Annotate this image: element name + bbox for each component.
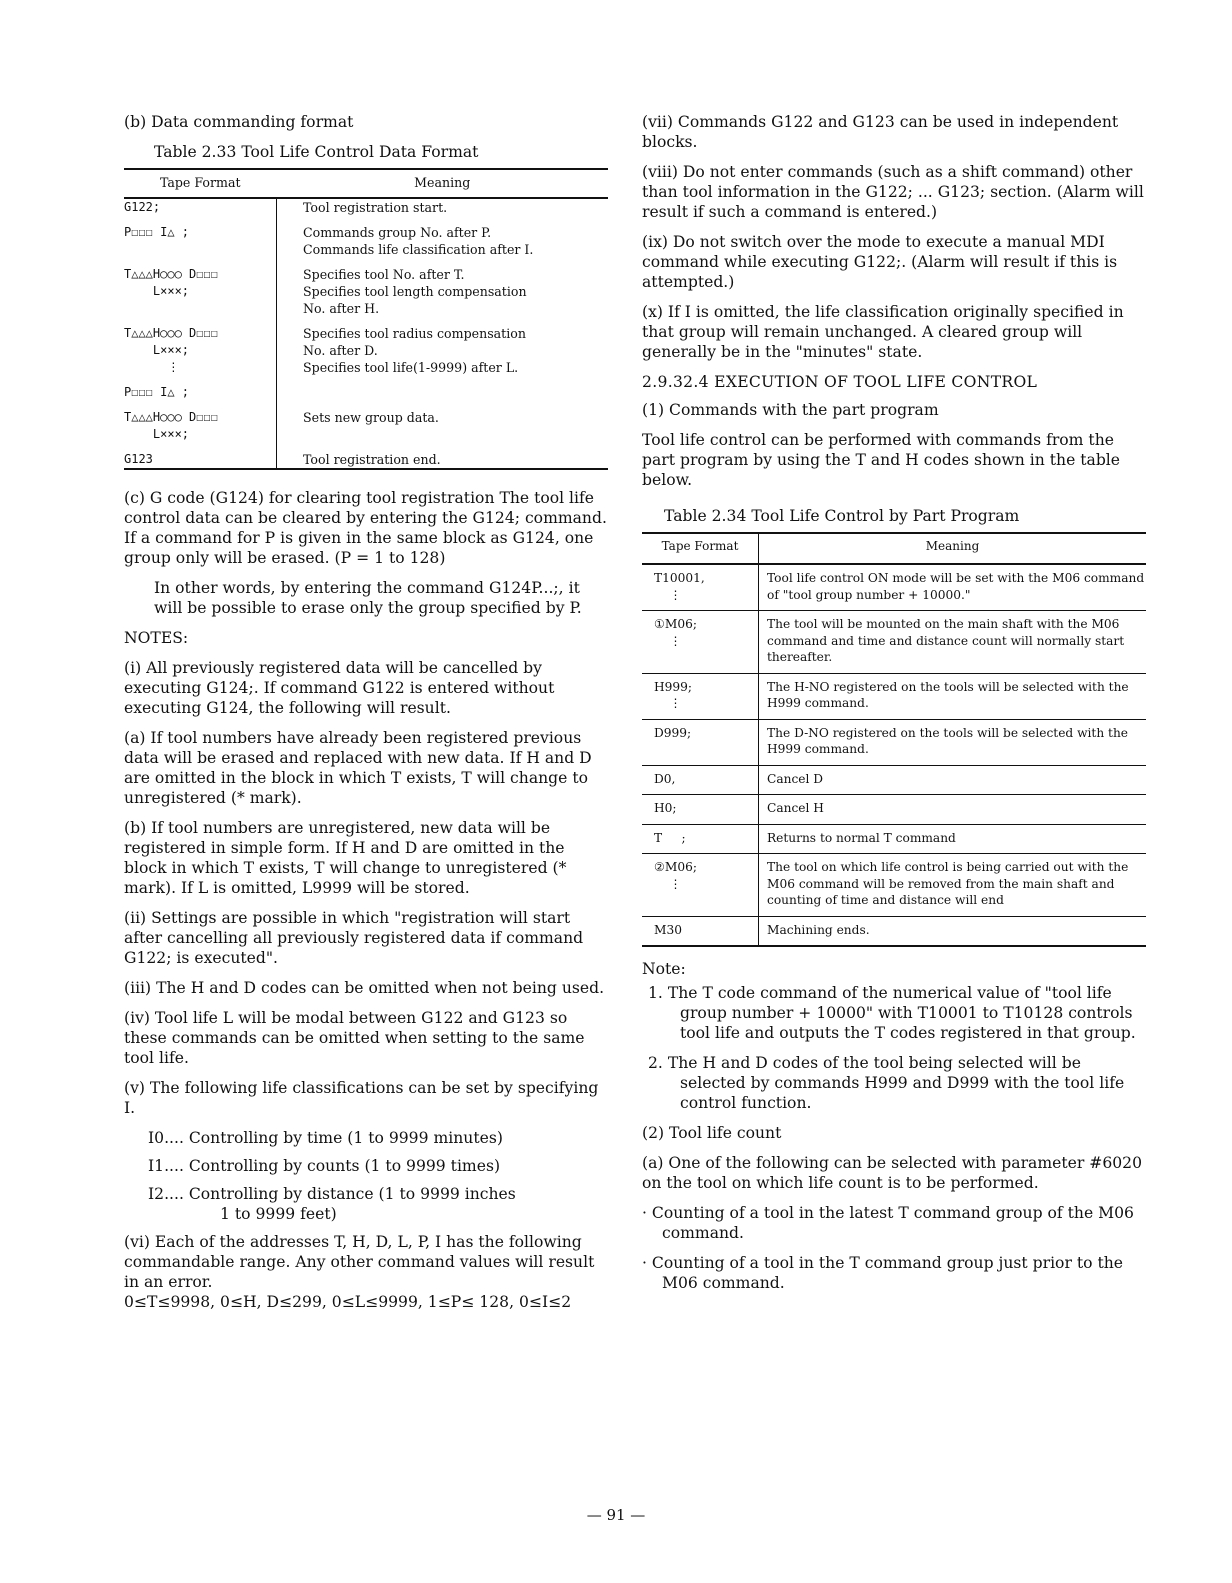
tape-format-cell: T10001, ⋮ <box>642 564 759 611</box>
table-2-33-caption: Table 2.33 Tool Life Control Data Format <box>154 143 479 161</box>
tape-format-cell: M30 <box>642 916 759 946</box>
note-iv: (iv) Tool life L will be modal between G122 and G123 so these commands can be omitted when setting to the same tool life. <box>124 1009 585 1067</box>
note-2: 2. The H and D codes of the tool being selected will be selected by commands H999 and D999 with the tool life control function. <box>648 1054 1125 1112</box>
meaning-cell: Commands group No. after P. Commands life classification after I. <box>303 225 534 257</box>
tape-format-cell: T ; <box>642 824 759 854</box>
note-b: (b) If tool numbers are unregistered, new data will be registered in simple form. If H and D are omitted in the block in which T exists, T will change to unregistered (* mark). If L is omitted, L9999 will be stored. <box>124 819 567 897</box>
meaning-cell: Sets new group data. <box>303 410 439 425</box>
table-row <box>124 451 608 469</box>
tape-format-cell: T△△△H○○○ D☐☐☐ L×××; <box>124 266 277 317</box>
tape-format-cell: P☐☐☐ I△ ; <box>124 224 277 258</box>
para-c: (c) G code (G124) for clearing tool registration The tool life control data can be cleared by entering the G124; command. If a command for P is given in the same block as G124, one group only will be erased. (P = 1 to 128) <box>124 489 607 567</box>
table-2-34-caption: Table 2.34 Tool Life Control by Part Program <box>664 507 1020 525</box>
page-number: — 91 — <box>586 1506 646 1524</box>
note-viii: (viii) Do not enter commands (such as a shift command) other than tool information in the G122; ... G123; section. (Alarm will result if such a command is entered.) <box>642 163 1144 221</box>
meaning-cell: The D-NO registered on the tools will be selected with the H999 command. <box>759 719 1147 765</box>
meaning-cell: The tool will be mounted on the main shaft with the M06 command and time and distance count will normally start thereafter. <box>759 611 1147 674</box>
table-header-meaning: Meaning <box>759 533 1147 564</box>
table-row <box>124 325 608 376</box>
command-ranges: 0≤T≤9998, 0≤H, D≤299, 0≤L≤9999, 1≤P≤ 128, 0≤I≤2 <box>124 1293 572 1311</box>
table-row <box>642 854 1146 917</box>
classification-i2-continued: 1 to 9999 feet) <box>220 1205 337 1223</box>
table-row <box>642 795 1146 825</box>
bullet-2: · Counting of a tool in the T command group just prior to the M06 command. <box>642 1254 1124 1292</box>
table-header-meaning: Meaning <box>277 169 609 198</box>
table-row <box>124 198 608 216</box>
tape-format-cell: ①M06; ⋮ <box>642 611 759 674</box>
subsection-1: (1) Commands with the part program <box>642 401 939 419</box>
tape-format-cell: ②M06; ⋮ <box>642 854 759 917</box>
tape-format-cell: G123 <box>124 451 277 469</box>
table-row <box>124 409 608 443</box>
left-column <box>124 112 608 1322</box>
tape-format-cell: T△△△H○○○ D☐☐☐ L×××; ⋮ <box>124 325 277 376</box>
tape-format-cell: H999; ⋮ <box>642 673 759 719</box>
meaning-cell: Tool registration end. <box>303 452 441 467</box>
para-a: (a) One of the following can be selected with parameter #6020 on the tool on which life count is to be performed. <box>642 1154 1142 1192</box>
section-b-heading: (b) Data commanding format <box>124 113 354 131</box>
tape-format-cell: H0; <box>642 795 759 825</box>
note-ii: (ii) Settings are possible in which "registration will start after cancelling all previously registered data if command G122; is executed". <box>124 909 584 967</box>
tape-format-cell: D999; <box>642 719 759 765</box>
classification-i0: I0.... Controlling by time (1 to 9999 minutes) <box>148 1129 503 1147</box>
meaning-cell: Machining ends. <box>767 922 870 937</box>
meaning-cell: Tool registration start. <box>303 200 448 215</box>
meaning-cell: Cancel H <box>759 795 1147 825</box>
table-row <box>642 611 1146 674</box>
table-row <box>124 224 608 258</box>
table-header-format: Tape Format <box>124 169 277 198</box>
bullet-1: · Counting of a tool in the latest T command group of the M06 command. <box>642 1204 1134 1242</box>
tape-format-cell: G122; <box>124 198 277 216</box>
note-x: (x) If I is omitted, the life classification originally specified in that group will remain unchanged. A cleared group will generally be in the "minutes" state. <box>642 303 1124 361</box>
table-row <box>642 765 1146 795</box>
tape-format-cell: P☐☐☐ I△ ; <box>124 384 277 401</box>
table-2-33 <box>124 168 608 470</box>
subsection-2: (2) Tool life count <box>642 1124 782 1142</box>
right-column <box>642 112 1146 1303</box>
meaning-cell: Specifies tool No. after T. Specifies tool length compensation No. after H. <box>303 267 527 316</box>
table-row <box>124 384 608 401</box>
classification-i2: I2.... Controlling by distance (1 to 9999 inches <box>148 1185 516 1203</box>
note-v: (v) The following life classifications can be set by specifying I. <box>124 1079 599 1117</box>
notes-heading: NOTES: <box>124 629 189 647</box>
table-row <box>642 824 1146 854</box>
note-vii: (vii) Commands G122 and G123 can be used in independent blocks. <box>642 113 1119 151</box>
meaning-cell: Specifies tool radius compensation No. after D. Specifies tool life(1-9999) after L. <box>303 326 526 375</box>
meaning-cell <box>277 384 609 401</box>
classification-i1: I1.... Controlling by counts (1 to 9999 times) <box>148 1157 501 1175</box>
table-row <box>642 564 1146 611</box>
para-other-words: In other words, by entering the command G124P...;, it will be possible to erase only the group specified by P. <box>154 579 582 617</box>
meaning-cell: The H-NO registered on the tools will be selected with the H999 command. <box>759 673 1147 719</box>
meaning-cell: Returns to normal T command <box>759 824 1147 854</box>
table-row <box>642 916 1146 946</box>
table-2-34 <box>642 532 1146 947</box>
meaning-cell: Cancel D <box>759 765 1147 795</box>
table-row <box>642 673 1146 719</box>
tape-format-cell: D0, <box>642 765 759 795</box>
note-a: (a) If tool numbers have already been registered previous data will be erased and replaced with new data. If H and D are omitted in the block in which T exists, T will change to unregistered (* mark). <box>124 729 592 807</box>
section-heading: 2.9.32.4 EXECUTION OF TOOL LIFE CONTROL <box>642 373 1038 391</box>
table-header-format: Tape Format <box>642 533 759 564</box>
table-row <box>642 719 1146 765</box>
note-1: 1. The T code command of the numerical value of "tool life group number + 10000" with T10001 to T10128 controls tool life and outputs the T codes registered in that group. <box>648 984 1136 1042</box>
meaning-cell: The tool on which life control is being carried out with the M06 command will be removed from the main shaft and counting of time and distance will end <box>759 854 1147 917</box>
tape-format-cell: T△△△H○○○ D☐☐☐ L×××; <box>124 409 277 443</box>
meaning-cell: Tool life control ON mode will be set with the M06 command of "tool group number + 10000." <box>759 564 1147 611</box>
table-row <box>124 266 608 317</box>
para-part-program: Tool life control can be performed with commands from the part program by using the T and H codes shown in the table below. <box>642 431 1121 489</box>
note-ix: (ix) Do not switch over the mode to execute a manual MDI command while executing G122;. (Alarm will result if this is attempted.) <box>642 233 1118 291</box>
note-i: (i) All previously registered data will be cancelled by executing G124;. If command G122 is entered without executing G124, the following will result. <box>124 659 555 717</box>
note-vi: (vi) Each of the addresses T, H, D, L, P, I has the following commandable range. Any other command values will result in an error. <box>124 1233 595 1291</box>
note-iii: (iii) The H and D codes can be omitted when not being used. <box>124 979 605 997</box>
note-heading: Note: <box>642 960 686 978</box>
